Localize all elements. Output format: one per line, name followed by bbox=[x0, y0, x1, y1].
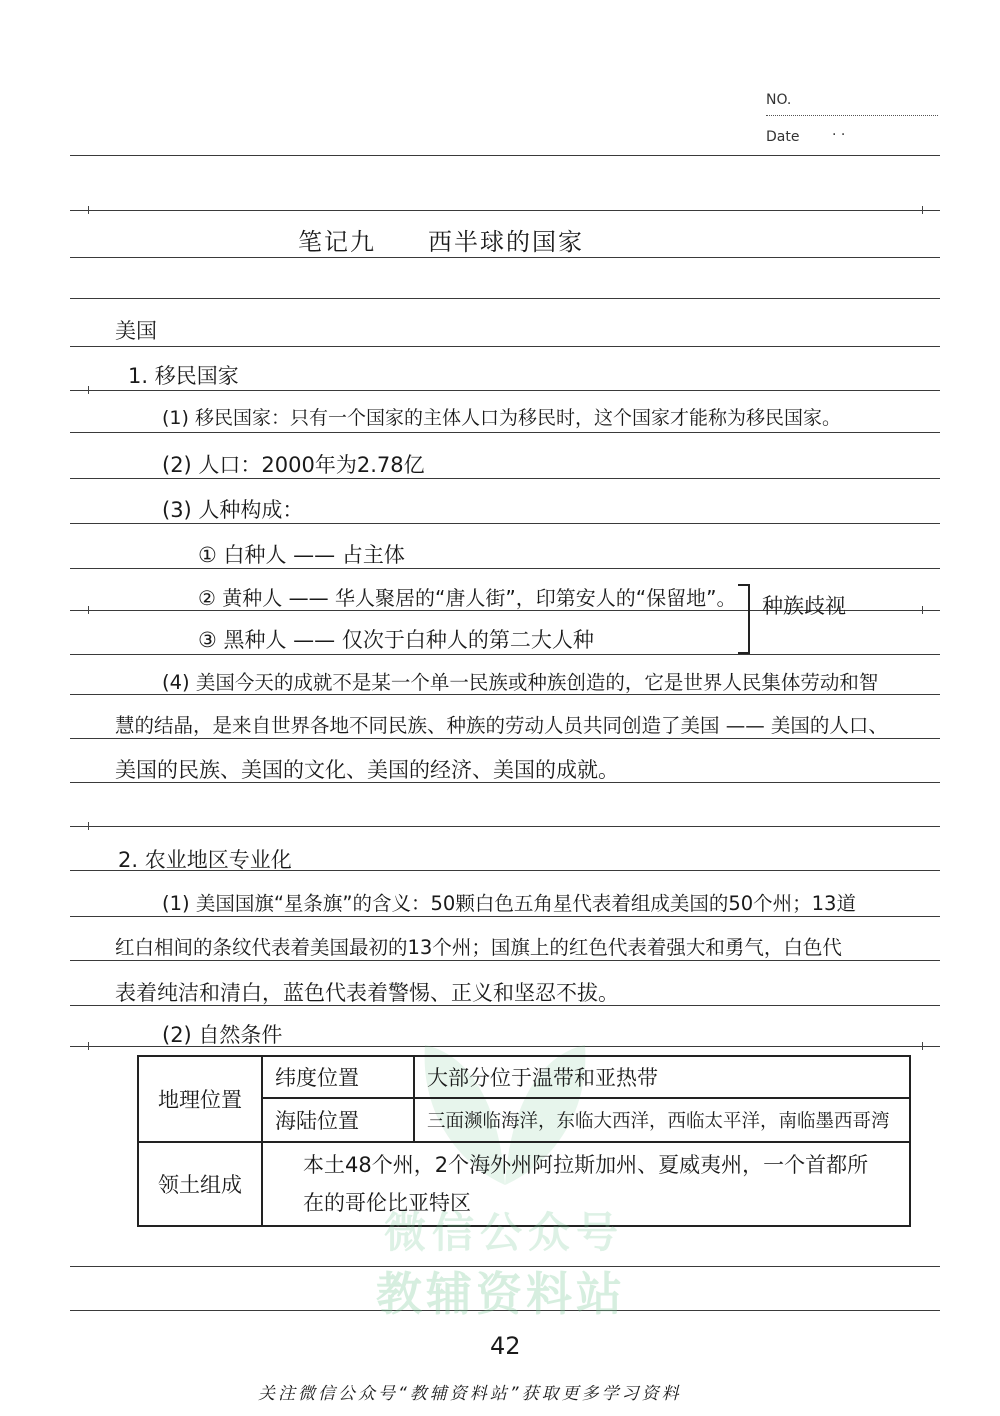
ruled-line bbox=[70, 210, 940, 211]
ruled-line bbox=[70, 346, 940, 347]
header-no-label: NO. bbox=[766, 92, 792, 108]
page-title: 笔记九 西半球的国家 bbox=[298, 228, 584, 256]
territory-line-2: 在的哥伦比亚特区 bbox=[303, 1191, 471, 1215]
territory-line-1: 本土48个州，2个海外州阿拉斯加州、夏威夷州，一个首都所 bbox=[303, 1153, 869, 1177]
ruled-line bbox=[70, 826, 940, 827]
margin-tick bbox=[88, 1042, 89, 1050]
ruled-line bbox=[70, 738, 940, 739]
header-date-label: Date bbox=[766, 129, 800, 145]
part1-item-4-line-2: 慧的结晶，是来自世界各地不同民族、种族的劳动人员共同创造了美国 —— 美国的人口、 bbox=[115, 714, 888, 737]
part2-heading: 2. 农业地区专业化 bbox=[118, 848, 292, 872]
ruled-line bbox=[70, 390, 940, 391]
header-date-dots: · · bbox=[832, 127, 846, 143]
ruled-line bbox=[70, 478, 940, 479]
margin-tick bbox=[88, 206, 89, 214]
watermark-line-1: 微信公众号 bbox=[384, 1208, 625, 1257]
ruled-line bbox=[70, 916, 940, 917]
table-sea-value: 三面濒临海洋，东临大西洋，西临太平洋，南临墨西哥湾 bbox=[414, 1098, 910, 1142]
watermark-line-2: 教辅资料站 bbox=[376, 1267, 626, 1321]
flag-line-3: 表着纯洁和清白，蓝色代表着警惕、正义和坚忍不拔。 bbox=[115, 981, 619, 1005]
ruled-line bbox=[70, 654, 940, 655]
ruled-line bbox=[70, 155, 940, 156]
ruled-line bbox=[70, 782, 940, 783]
section-heading: 美国 bbox=[115, 319, 157, 343]
margin-tick bbox=[88, 386, 89, 394]
ruled-line bbox=[70, 960, 940, 961]
page-number: 42 bbox=[490, 1332, 521, 1360]
ruled-line bbox=[70, 298, 940, 299]
race-yellow: ② 黄种人 —— 华人聚居的“唐人街”，印第安人的“保留地”。 bbox=[198, 586, 737, 610]
flag-line-2: 红白相间的条纹代表着美国最初的13个州；国旗上的红色代表着强大和勇气，白色代 bbox=[115, 936, 842, 959]
table-territory-label: 领土组成 bbox=[138, 1142, 262, 1226]
margin-tick bbox=[88, 822, 89, 830]
natural-conditions-heading: (2) 自然条件 bbox=[162, 1023, 283, 1047]
ruled-line bbox=[70, 432, 940, 433]
table-sea-label: 海陆位置 bbox=[262, 1098, 414, 1142]
ruled-line bbox=[70, 257, 940, 258]
part1-item-1: (1) 移民国家：只有一个国家的主体人口为移民时，这个国家才能称为移民国家。 bbox=[162, 407, 841, 429]
margin-tick bbox=[922, 1042, 923, 1050]
header-no-rule bbox=[766, 115, 938, 116]
ruled-line bbox=[70, 694, 940, 695]
table-lat-value: 大部分位于温带和亚热带 bbox=[414, 1056, 910, 1098]
part1-item-3: (3) 人种构成： bbox=[162, 498, 304, 522]
flag-line-1: (1) 美国国旗“星条旗”的含义：50颗白色五角星代表着组成美国的50个州；13道 bbox=[162, 892, 856, 915]
ruled-line bbox=[70, 568, 940, 569]
margin-tick bbox=[922, 606, 923, 614]
part1-heading: 1. 移民国家 bbox=[128, 364, 239, 388]
race-black: ③ 黑种人 —— 仅次于白种人的第二大人种 bbox=[198, 628, 594, 652]
table-geo-label: 地理位置 bbox=[138, 1056, 262, 1142]
margin-tick bbox=[88, 606, 89, 614]
race-white: ① 白种人 —— 占主体 bbox=[198, 543, 405, 567]
ruled-line bbox=[70, 523, 940, 524]
part1-item-4-line-3: 美国的民族、美国的文化、美国的经济、美国的成就。 bbox=[115, 758, 619, 782]
table-lat-label: 纬度位置 bbox=[262, 1056, 414, 1098]
part1-item-2: (2) 人口：2000年为2.78亿 bbox=[162, 453, 425, 477]
race-note: 种族歧视 bbox=[762, 594, 846, 618]
part1-item-4-line-1: (4) 美国今天的成就不是某一个单一民族或种族创造的，它是世界人民集体劳动和智 bbox=[162, 671, 879, 694]
footer-note: 关注微信公众号“教辅资料站”获取更多学习资料 bbox=[258, 1384, 682, 1404]
race-brace bbox=[738, 584, 750, 654]
margin-tick bbox=[922, 206, 923, 214]
ruled-line bbox=[70, 1005, 940, 1006]
